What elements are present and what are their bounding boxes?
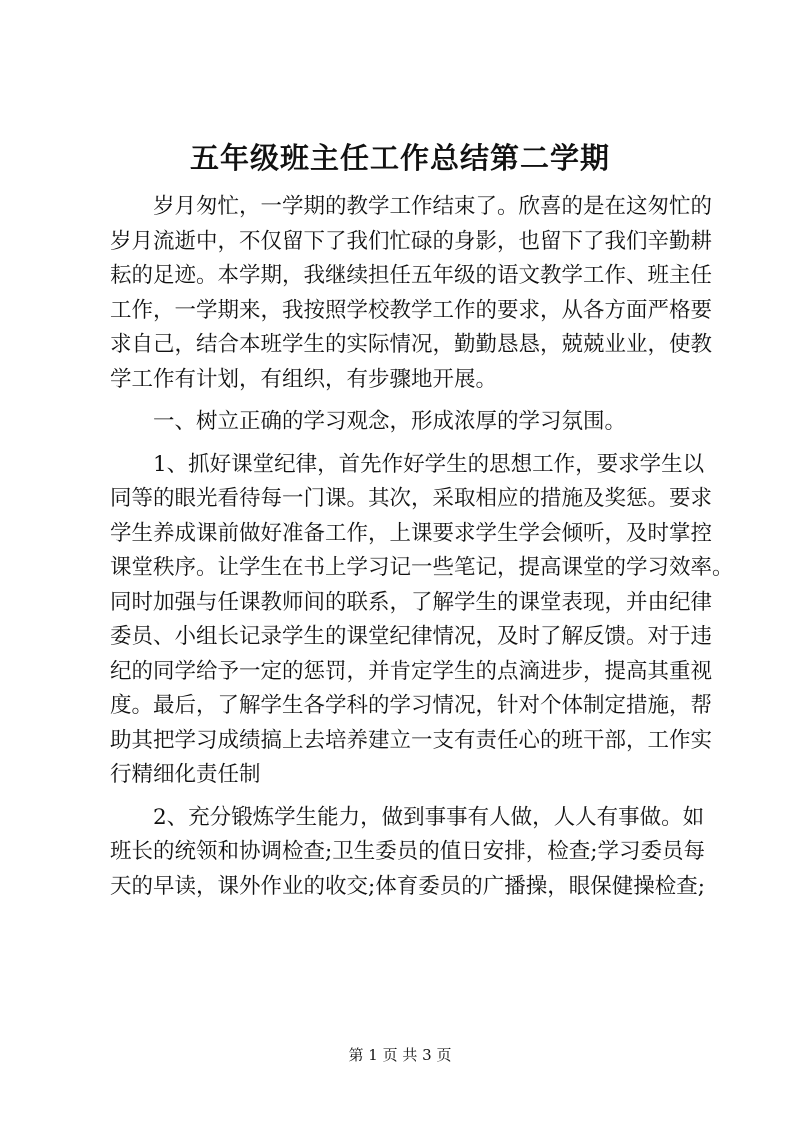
text-line: 班长的统领和协调检查;卫生委员的值日安排，检查;学习委员每 (110, 839, 705, 864)
paragraph (110, 448, 734, 793)
text-line: 委员、小组长记录学生的课堂纪律情况，及时了解反馈。对于违 (110, 624, 713, 649)
text-line: 耘的足迹。本学期，我继续担任五年级的语文教学工作、班主任 (110, 263, 713, 288)
text-line: 求自己，结合本班学生的实际情况，勤勤恳恳，兢兢业业，使教 (110, 332, 713, 357)
text-line: 2、充分锻炼学生能力，做到事事有人做，人人有事做。如 (153, 804, 705, 830)
text-line: 岁月流逝中，不仅留下了我们忙碌的身影，也留下了我们辛勤耕 (110, 228, 713, 254)
text-line: 课堂秩序。让学生在书上学习记一些笔记，提高课堂的学习效率。 (110, 555, 734, 580)
text-line: 1、抓好课堂纪律，首先作好学生的思想工作，要求学生以 (153, 451, 705, 477)
paragraph (110, 801, 705, 904)
text-line: 纪的同学给予一定的惩罚，并肯定学生的点滴进步，提高其重视 (110, 658, 713, 684)
text-line: 学工作有计划，有组织，有步骤地开展。 (110, 366, 498, 392)
text-line: 学生养成课前做好准备工作，上课要求学生学会倾听，及时掌控 (110, 520, 713, 546)
text-line: 行精细化责任制 (110, 762, 261, 787)
text-line: 一、树立正确的学习观念，形成浓厚的学习氛围。 (153, 409, 627, 434)
document-title: 五年级班主任工作总结第二学期 (189, 141, 610, 175)
text-line: 度。最后，了解学生各学科的学习情况，针对个体制定措施，帮 (110, 693, 713, 718)
document-body (110, 190, 734, 904)
section-heading (110, 405, 700, 439)
text-line: 助其把学习成绩搞上去培养建立一支有责任心的班干部，工作实 (110, 727, 713, 753)
text-line: 同等的眼光看待每一门课。其次，采取相应的措施及奖惩。要求 (110, 486, 713, 511)
text-line: 岁月匆忙，一学期的教学工作结束了。欣喜的是在这匆忙的 (153, 194, 713, 219)
text-line: 工作，一学期来，我按照学校教学工作的要求，从各方面严格要 (110, 297, 713, 323)
text-line: 天的早读，课外作业的收交;体育委员的广播操，眼保健操检查; (110, 873, 705, 899)
paragraph (110, 190, 713, 397)
page-footer: 第 1 页 共 3 页 (348, 1046, 452, 1064)
text-line: 同时加强与任课教师间的联系，了解学生的课堂表现，并由纪律 (110, 589, 713, 615)
